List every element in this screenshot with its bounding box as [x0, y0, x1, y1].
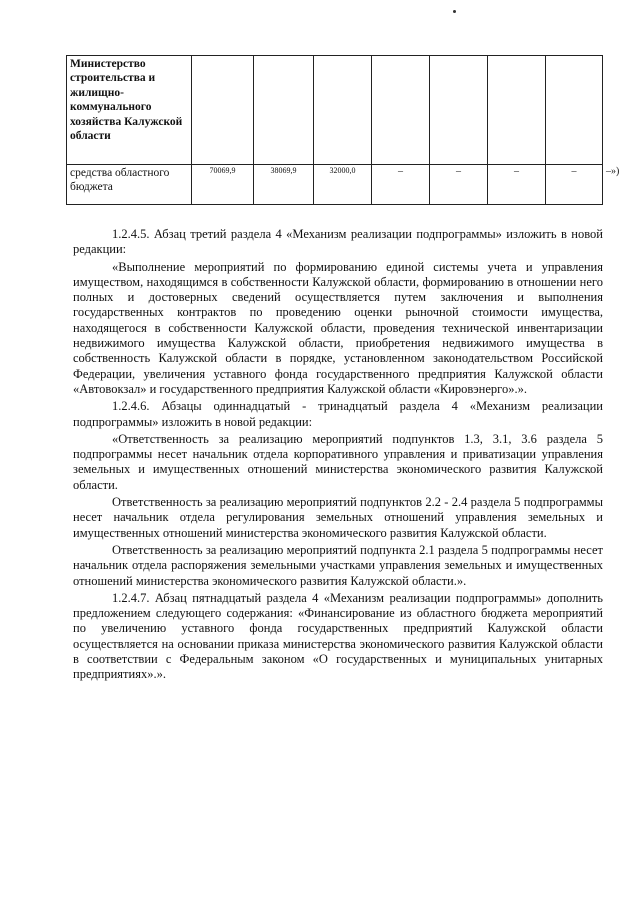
table-cell: [314, 56, 372, 165]
table-cell: [192, 56, 254, 165]
paragraph: Ответственность за реализацию мероприятий подпунктов 2.2 - 2.4 раздела 5 подпрограммы несет начальник отдела регулирования земельных отношений управления земельных и имущественных отношений министерства экономического развития Калужской области.: [73, 495, 603, 540]
value-cell: –: [488, 165, 546, 205]
value-cell: 70069,9: [192, 165, 254, 205]
table-cell: [488, 56, 546, 165]
organization-name: Министерство строительства и жилищно-коммунального хозяйства Калужской области: [67, 56, 192, 165]
paragraph: «Выполнение мероприятий по формированию единой системы учета и управления имуществом, находящимся в собственности Калужской области, формированию в отношении него полных и достоверных сведений осуществляется путем заключения и выполнения государственных контрактов по проведению оценки рыночной стоимости имущества, находящегося в собственности Калужской области, проведения технической инвентаризации недвижимого имущества Калужской области, приобретения недвижимого имущества в собственность Калужской области в порядке, установленном законодательством Российской Федерации, увеличения уставного фонда государственного предприятия Калужской области «Автовокзал» и государственного предприятия Калужской области «Кировэнерго».».: [73, 259, 603, 396]
value-cell: –: [546, 165, 603, 205]
funding-source-label: средства областного бюджета: [67, 165, 192, 205]
table-cell: [430, 56, 488, 165]
paragraph: Ответственность за реализацию мероприятий подпункта 2.1 раздела 5 подпрограммы несет начальник отдела распоряжения земельными участками управления земельных и имущественных отношений министерства экономического развития Калужской области.».: [73, 542, 603, 588]
value-cell: –: [372, 165, 430, 205]
paragraph: 1.2.4.7. Абзац пятнадцатый раздела 4 «Механизм реализации подпрограммы» дополнить предложением следующего содержания: «Финансирование из областного бюджета мероприятий по увеличению уставного фонда государственных предприятий Калужской области осуществляется на основании приказа министерства экономического развития Калужской области в соответствии с Федеральным законом «О государственных и муниципальных унитарных предприятиях».».: [73, 590, 603, 682]
paragraph: 1.2.4.5. Абзац третий раздела 4 «Механизм реализации подпрограммы» изложить в новой редакции:: [73, 227, 603, 257]
table-row: [67, 56, 603, 165]
scan-speck: [453, 10, 456, 13]
paragraph: «Ответственность за реализацию мероприятий подпунктов 1.3, 3.1, 3.6 раздела 5 подпрограммы несет начальник отдела корпоративного управления и приватизации управления земельных и имущественных отношений министерства экономического развития Калужской области.: [73, 431, 603, 492]
table-cell: [546, 56, 603, 165]
table-cell: [372, 56, 430, 165]
value-cell: 38069,9: [254, 165, 314, 205]
table-row: средства областного бюджета 70069,9 38069,9 32000,0 – – – – –»): [67, 165, 603, 205]
value-cell: 32000,0: [314, 165, 372, 205]
document-body: [73, 227, 603, 685]
value-cell: –: [430, 165, 488, 205]
funding-table: [66, 55, 620, 205]
table-cell: [254, 56, 314, 165]
paragraph: 1.2.4.6. Абзацы одиннадцатый - тринадцатый раздела 4 «Механизм реализации подпрограммы» изложить в новой редакции:: [73, 399, 603, 429]
